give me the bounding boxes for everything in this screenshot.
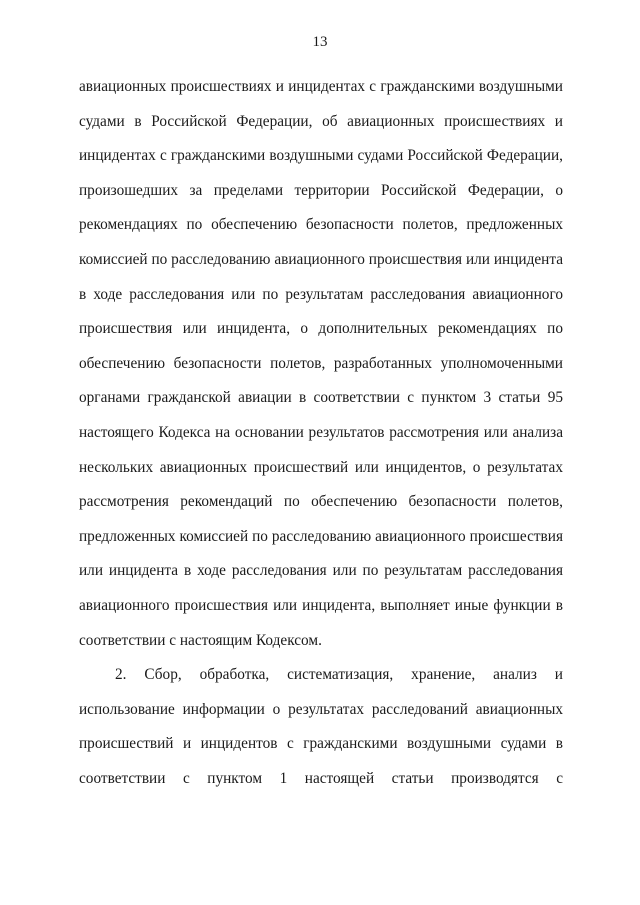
paragraph-start-line: 2. Сбор, обработка, систематизация, хранение, анализ и [115,666,563,684]
text-line: судами в Российской Федерации, об авиационных происшествиях и [79,112,563,130]
text-line: соответствии с пунктом 1 настоящей статьи производятся с [79,769,563,787]
text-line: комиссией по расследованию авиационного происшествия или инцидента [79,250,563,268]
text-line: авиационного происшествия или инцидента, выполняет иные функции в [79,596,563,614]
text-line: рассмотрения рекомендаций по обеспечению безопасности полетов, [79,493,563,511]
text-line: предложенных комиссией по расследованию авиационного происшествия [79,527,563,545]
text-line: обеспечению безопасности полетов, разработанных уполномоченными [79,354,563,372]
text-line: органами гражданской авиации в соответствии с пунктом 3 статьи 95 [79,389,563,407]
paragraph-end-line: соответствии с настоящим Кодексом. [79,631,322,649]
body-text [79,70,563,796]
text-line: или инцидента в ходе расследования или по результатам расследования [79,562,563,580]
text-line: нескольких авиационных происшествий или инцидентов, о результатах [79,458,563,476]
text-line: происшествий и инцидентов с гражданскими воздушными судами в [79,735,563,753]
text-line: настоящего Кодекса на основании результатов рассмотрения или анализа [79,423,563,441]
text-line: происшествия или инцидента, о дополнительных рекомендациях по [79,320,563,338]
text-line: произошедших за пределами территории Российской Федерации, о [79,181,563,199]
text-line: использование информации о результатах расследований авиационных [79,700,563,718]
text-line: рекомендациях по обеспечению безопасности полетов, предложенных [79,216,563,234]
text-line: инцидентах с гражданскими воздушными судами Российской Федерации, [79,147,563,165]
text-line: авиационных происшествиях и инцидентах с гражданскими воздушными [79,78,563,95]
page-number: 13 [312,34,328,50]
text-line: в ходе расследования или по результатам расследования авиационного [79,285,563,303]
